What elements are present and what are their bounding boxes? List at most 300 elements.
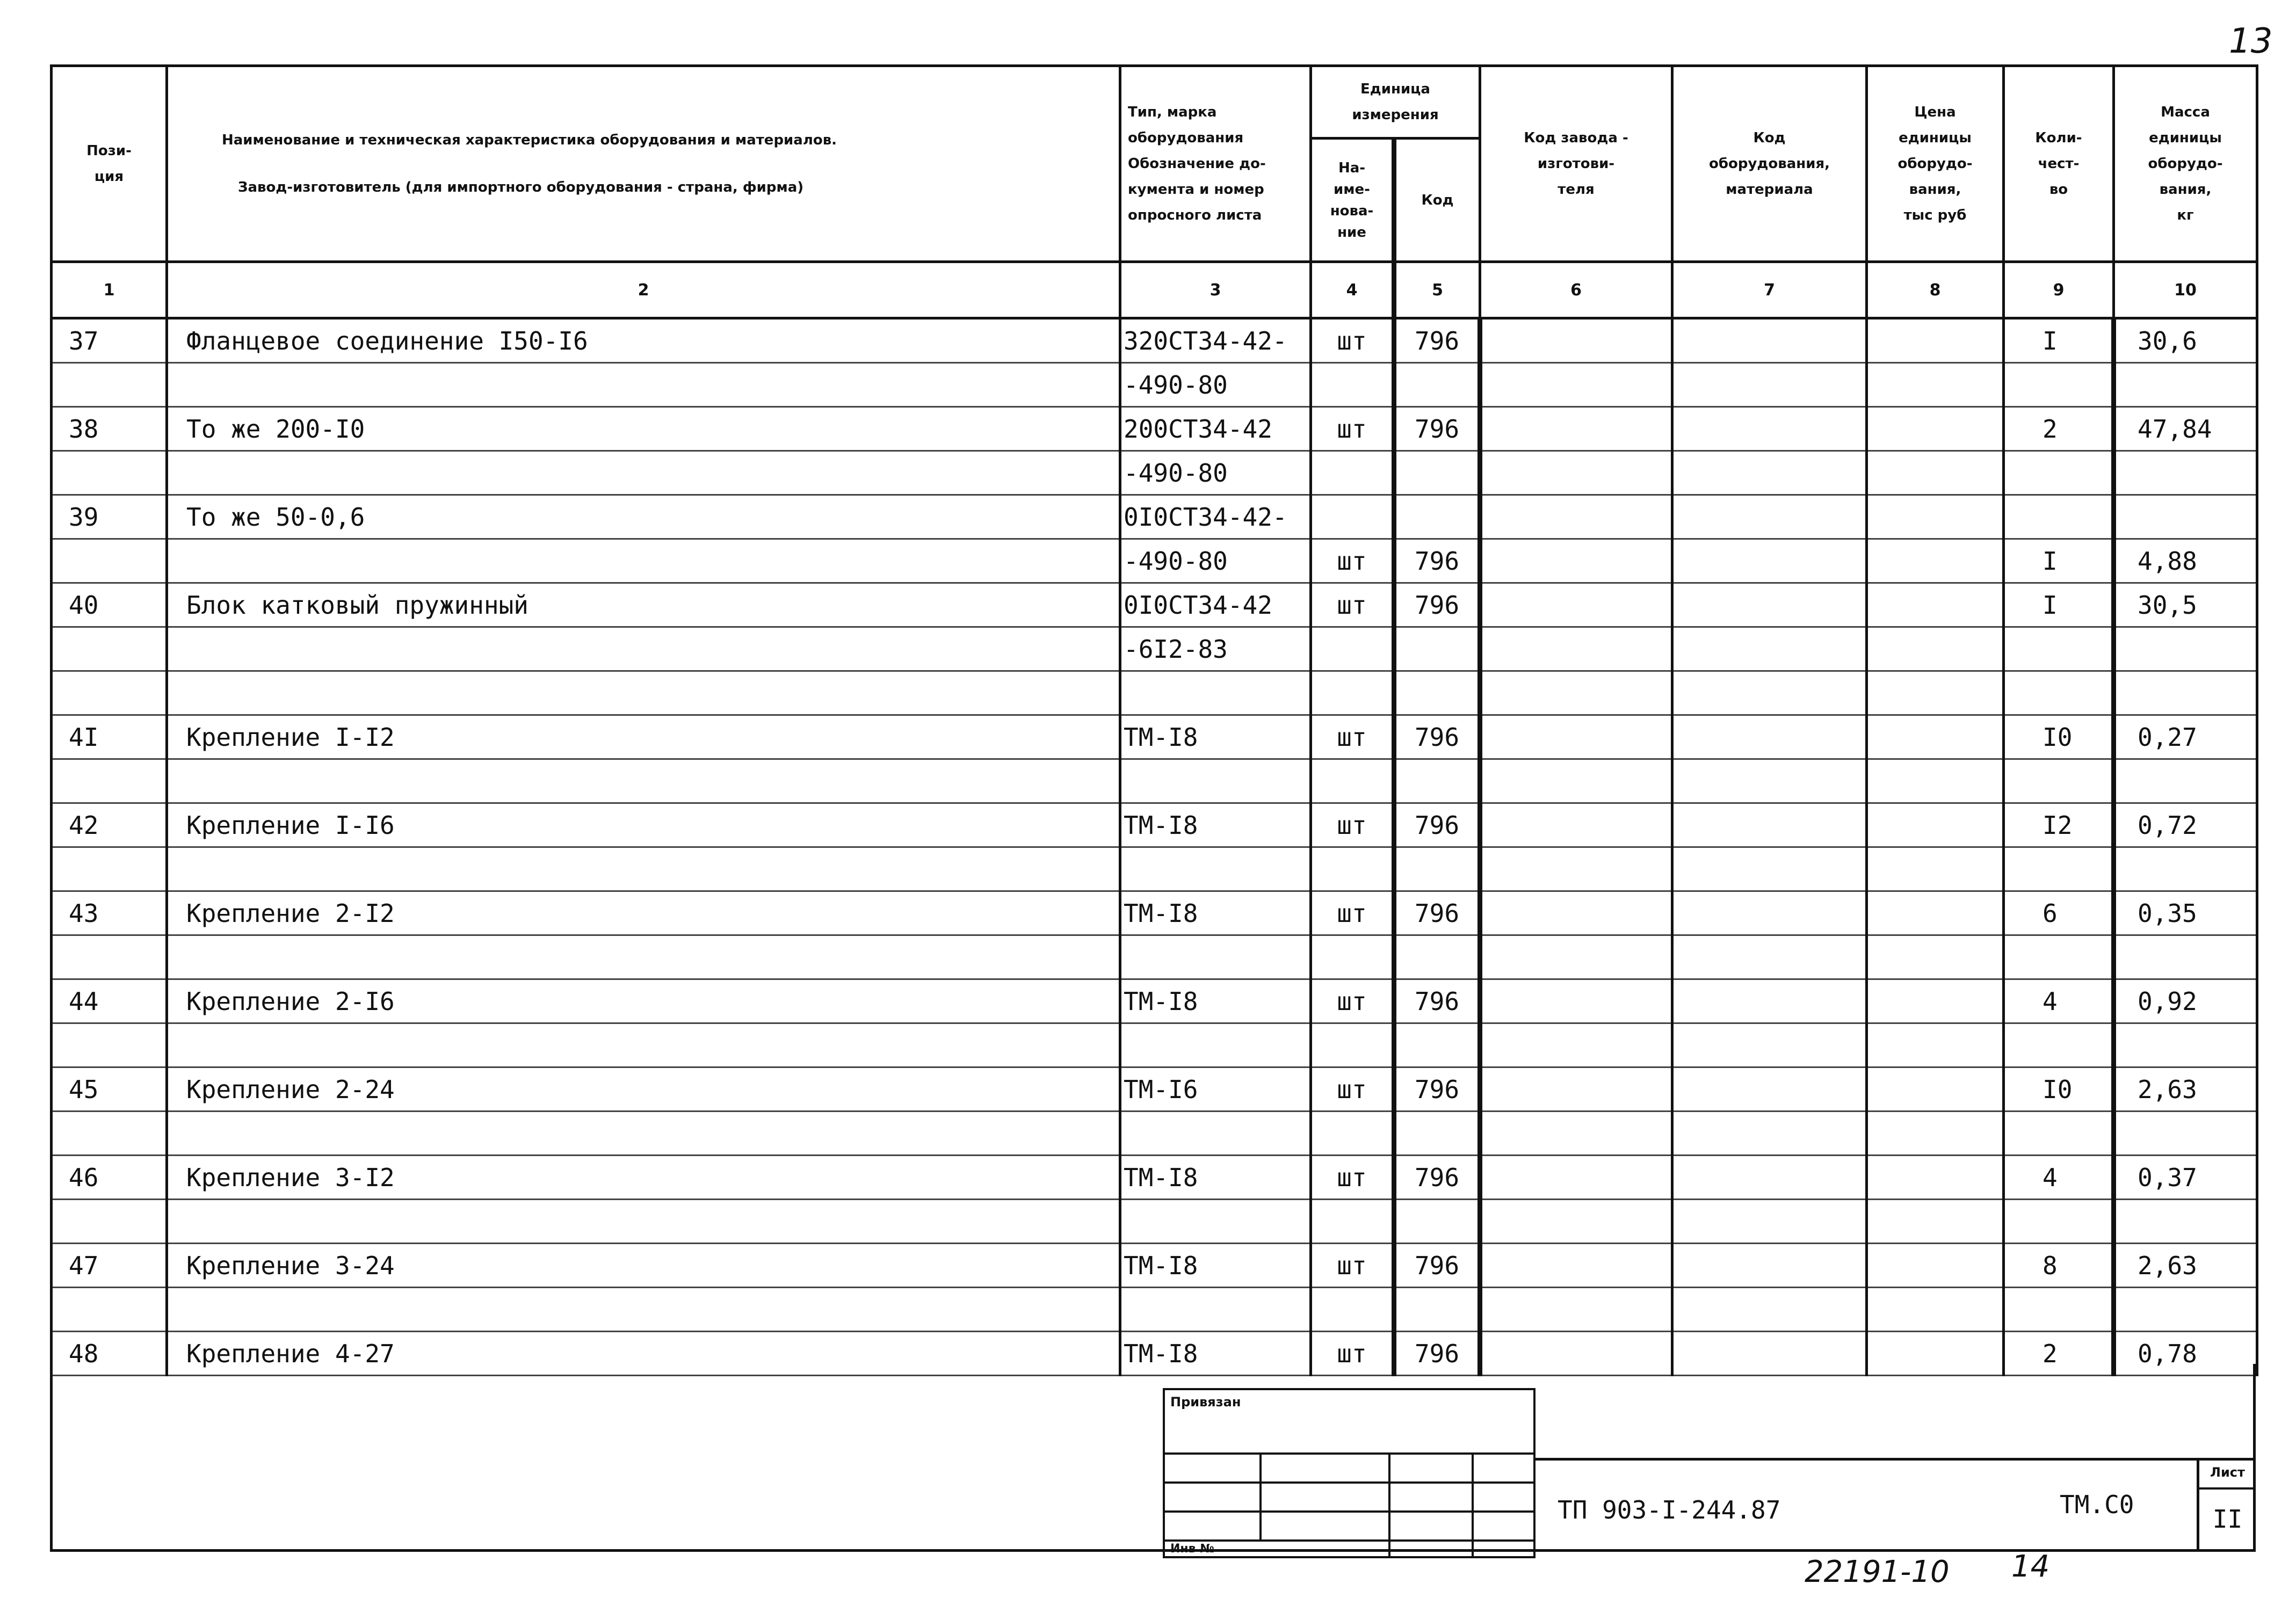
price-cell	[1867, 1156, 2004, 1200]
name-cell: Крепление 3-24	[167, 1244, 1120, 1288]
table-row	[52, 1112, 2257, 1156]
document-cell	[1120, 1200, 1311, 1244]
name-cell	[167, 1288, 1120, 1332]
mass-cell	[2114, 1200, 2257, 1244]
factory-code-cell	[1480, 1244, 1672, 1288]
factory-code-cell	[1480, 1023, 1672, 1067]
equipment-code-cell	[1672, 451, 1867, 495]
document-cell: 320СТ34-42-	[1120, 318, 1311, 363]
unit-cell: шт	[1311, 891, 1394, 935]
factory-code-cell	[1480, 803, 1672, 847]
equipment-code-cell	[1672, 495, 1867, 539]
equipment-code-cell	[1672, 1156, 1867, 1200]
name-cell: Фланцевое соединение I50-I6	[167, 318, 1120, 363]
column-number: 9	[2004, 262, 2114, 318]
document-cell	[1120, 1112, 1311, 1156]
equipment-code-cell	[1672, 318, 1867, 363]
price-cell	[1867, 891, 2004, 935]
name-cell	[167, 451, 1120, 495]
name-cell: Крепление I-I2	[167, 715, 1120, 759]
unit-cell: шт	[1311, 1067, 1394, 1112]
equipment-code-cell	[1672, 1288, 1867, 1332]
mass-cell: 0,37	[2114, 1156, 2257, 1200]
unit-code-cell: 796	[1394, 979, 1480, 1023]
name-cell	[167, 847, 1120, 891]
unit-cell: шт	[1311, 583, 1394, 627]
quantity-cell	[2004, 759, 2114, 803]
name-cell	[167, 363, 1120, 407]
factory-code-cell	[1480, 891, 1672, 935]
position-cell	[52, 1200, 167, 1244]
table-row	[52, 1023, 2257, 1067]
unit-code-cell: 796	[1394, 1244, 1480, 1288]
price-cell	[1867, 979, 2004, 1023]
quantity-cell: 6	[2004, 891, 2114, 935]
unit-cell	[1311, 1112, 1394, 1156]
table-row	[52, 1067, 2257, 1112]
name-cell: Крепление 2-24	[167, 1067, 1120, 1112]
position-cell: 4I	[52, 715, 167, 759]
data-rows	[52, 318, 2257, 1376]
factory-code-cell	[1480, 935, 1672, 979]
table-row	[52, 935, 2257, 979]
factory-code-cell	[1480, 627, 1672, 671]
unit-cell	[1311, 847, 1394, 891]
equipment-code-cell	[1672, 1112, 1867, 1156]
quantity-cell: I2	[2004, 803, 2114, 847]
quantity-cell: I	[2004, 583, 2114, 627]
unit-cell	[1311, 451, 1394, 495]
position-cell	[52, 1288, 167, 1332]
mass-cell	[2114, 495, 2257, 539]
equipment-code-cell	[1672, 363, 1867, 407]
column-number: 3	[1120, 262, 1311, 318]
stamp-cell	[1261, 1512, 1389, 1541]
column-number: 6	[1480, 262, 1672, 318]
document-cell: ТМ-I8	[1120, 1156, 1311, 1200]
unit-code-cell	[1394, 671, 1480, 715]
unit-code-cell	[1394, 627, 1480, 671]
unit-cell	[1311, 671, 1394, 715]
document-cell: ТМ-I8	[1120, 715, 1311, 759]
factory-code-cell	[1480, 451, 1672, 495]
table-row	[52, 627, 2257, 671]
price-cell	[1867, 847, 2004, 891]
unit-code-cell: 796	[1394, 407, 1480, 451]
archive-number: 22191-10	[1805, 1555, 1950, 1589]
factory-code-cell	[1480, 847, 1672, 891]
position-cell: 38	[52, 407, 167, 451]
position-cell: 44	[52, 979, 167, 1023]
mass-cell	[2114, 671, 2257, 715]
equipment-code-cell	[1672, 407, 1867, 451]
price-cell	[1867, 495, 2004, 539]
document-code: ТМ.С0	[2060, 1490, 2134, 1519]
mass-cell: 0,27	[2114, 715, 2257, 759]
equipment-code-cell	[1672, 1067, 1867, 1112]
mass-cell: 0,72	[2114, 803, 2257, 847]
unit-code-cell	[1394, 1200, 1480, 1244]
name-cell	[167, 1200, 1120, 1244]
unit-code-cell: 796	[1394, 1332, 1480, 1376]
equipment-code-cell	[1672, 979, 1867, 1023]
stamp-cell	[1389, 1483, 1473, 1512]
price-cell	[1867, 803, 2004, 847]
factory-code-cell	[1480, 363, 1672, 407]
factory-code-cell	[1480, 407, 1672, 451]
column-number: 4	[1311, 262, 1394, 318]
position-cell: 45	[52, 1067, 167, 1112]
name-cell	[167, 671, 1120, 715]
stamp-divider	[1533, 1458, 2256, 1461]
column-numbers-row	[52, 262, 2257, 318]
header-position: Пози- ция	[52, 66, 167, 262]
factory-code-cell	[1480, 1288, 1672, 1332]
factory-code-cell	[1480, 1156, 1672, 1200]
equipment-code-cell	[1672, 583, 1867, 627]
quantity-cell	[2004, 1200, 2114, 1244]
mass-cell: 30,6	[2114, 318, 2257, 363]
stamp-cell	[1164, 1454, 1261, 1483]
mass-cell: 30,5	[2114, 583, 2257, 627]
name-cell: То же 50-0,6	[167, 495, 1120, 539]
specification-table	[50, 64, 2258, 1376]
quantity-cell	[2004, 495, 2114, 539]
table-row	[52, 715, 2257, 759]
position-cell: 40	[52, 583, 167, 627]
price-cell	[1867, 318, 2004, 363]
position-cell: 43	[52, 891, 167, 935]
mass-cell	[2114, 363, 2257, 407]
unit-code-cell	[1394, 1023, 1480, 1067]
unit-code-cell	[1394, 451, 1480, 495]
quantity-cell: 4	[2004, 1156, 2114, 1200]
list-number: II	[2212, 1505, 2243, 1534]
price-cell	[1867, 363, 2004, 407]
table-row	[52, 318, 2257, 363]
quantity-cell: 8	[2004, 1244, 2114, 1288]
name-cell	[167, 539, 1120, 583]
binding-stamp	[1163, 1388, 1536, 1558]
position-cell	[52, 539, 167, 583]
quantity-cell: I	[2004, 318, 2114, 363]
price-cell	[1867, 935, 2004, 979]
factory-code-cell	[1480, 979, 1672, 1023]
unit-cell	[1311, 759, 1394, 803]
unit-code-cell: 796	[1394, 318, 1480, 363]
header-equipment-code: Код оборудования, материала	[1672, 66, 1867, 262]
position-cell	[52, 671, 167, 715]
unit-cell	[1311, 627, 1394, 671]
stamp-inv-no: Инв №	[1164, 1541, 1389, 1557]
quantity-cell	[2004, 1023, 2114, 1067]
stamp-cell	[1389, 1512, 1473, 1541]
stamp-cell	[1261, 1483, 1389, 1512]
quantity-cell	[2004, 671, 2114, 715]
unit-code-cell	[1394, 1288, 1480, 1332]
column-number: 5	[1394, 262, 1480, 318]
equipment-code-cell	[1672, 891, 1867, 935]
document-cell: 0I0СТ34-42	[1120, 583, 1311, 627]
position-cell	[52, 627, 167, 671]
quantity-cell: I0	[2004, 1067, 2114, 1112]
price-cell	[1867, 1200, 2004, 1244]
table-row	[52, 979, 2257, 1023]
table-row	[52, 891, 2257, 935]
equipment-code-cell	[1672, 1244, 1867, 1288]
position-cell: 46	[52, 1156, 167, 1200]
price-cell	[1867, 715, 2004, 759]
mass-cell: 2,63	[2114, 1244, 2257, 1288]
name-cell: Крепление I-I6	[167, 803, 1120, 847]
quantity-cell: 2	[2004, 1332, 2114, 1376]
position-cell	[52, 363, 167, 407]
quantity-cell: I	[2004, 539, 2114, 583]
column-number: 7	[1672, 262, 1867, 318]
table-row	[52, 1200, 2257, 1244]
header-name: Наименование и техническая характеристика оборудования и материалов. Завод-изготовитель (для импортного оборудования - страна, фирма)	[167, 66, 1120, 262]
unit-cell: шт	[1311, 318, 1394, 363]
header-price: Цена единицы оборудо- вания, тыс руб	[1867, 66, 2004, 262]
document-cell: ТМ-I6	[1120, 1067, 1311, 1112]
name-cell	[167, 935, 1120, 979]
quantity-cell: 2	[2004, 407, 2114, 451]
equipment-code-cell	[1672, 759, 1867, 803]
factory-code-cell	[1480, 1112, 1672, 1156]
header-type-doc: Тип, марка оборудования Обозначение до- кумента и номер опросного листа	[1120, 66, 1311, 262]
name-cell	[167, 1023, 1120, 1067]
quantity-cell	[2004, 1288, 2114, 1332]
unit-cell: шт	[1311, 715, 1394, 759]
price-cell	[1867, 759, 2004, 803]
position-cell: 39	[52, 495, 167, 539]
quantity-cell	[2004, 935, 2114, 979]
unit-code-cell: 796	[1394, 583, 1480, 627]
mass-cell	[2114, 847, 2257, 891]
unit-cell	[1311, 1200, 1394, 1244]
position-cell	[52, 451, 167, 495]
table-row	[52, 847, 2257, 891]
document-cell	[1120, 1023, 1311, 1067]
price-cell	[1867, 583, 2004, 627]
position-cell: 48	[52, 1332, 167, 1376]
header-factory-code: Код завода - изготови- теля	[1480, 66, 1672, 262]
mass-cell	[2114, 451, 2257, 495]
price-cell	[1867, 451, 2004, 495]
document-cell: -490-80	[1120, 363, 1311, 407]
position-cell: 37	[52, 318, 167, 363]
unit-code-cell: 796	[1394, 803, 1480, 847]
price-cell	[1867, 539, 2004, 583]
table-row	[52, 363, 2257, 407]
table-row	[52, 539, 2257, 583]
stamp-cell	[1164, 1483, 1261, 1512]
price-cell	[1867, 407, 2004, 451]
stamp-cell	[1473, 1483, 1534, 1512]
equipment-code-cell	[1672, 715, 1867, 759]
stamp-cell	[1473, 1454, 1534, 1483]
unit-code-cell	[1394, 759, 1480, 803]
factory-code-cell	[1480, 671, 1672, 715]
price-cell	[1867, 627, 2004, 671]
unit-cell: шт	[1311, 1332, 1394, 1376]
unit-cell	[1311, 1023, 1394, 1067]
position-cell	[52, 935, 167, 979]
column-number: 1	[52, 262, 167, 318]
unit-cell: шт	[1311, 1244, 1394, 1288]
factory-code-cell	[1480, 759, 1672, 803]
quantity-cell: 4	[2004, 979, 2114, 1023]
table-row	[52, 583, 2257, 627]
mass-cell: 47,84	[2114, 407, 2257, 451]
document-cell: ТМ-I8	[1120, 979, 1311, 1023]
factory-code-cell	[1480, 495, 1672, 539]
equipment-code-cell	[1672, 847, 1867, 891]
unit-cell: шт	[1311, 539, 1394, 583]
document-cell: 200СТ34-42	[1120, 407, 1311, 451]
table-row	[52, 671, 2257, 715]
table-row	[52, 407, 2257, 451]
document-cell: ТМ-I8	[1120, 803, 1311, 847]
factory-code-cell	[1480, 715, 1672, 759]
document-cell: -6I2-83	[1120, 627, 1311, 671]
name-cell: Крепление 3-I2	[167, 1156, 1120, 1200]
stamp-privyazan: Привязан	[1164, 1389, 1534, 1454]
name-cell: Блок катковый пружинный	[167, 583, 1120, 627]
mass-cell	[2114, 935, 2257, 979]
document-cell	[1120, 759, 1311, 803]
position-cell	[52, 759, 167, 803]
list-box	[2197, 1458, 2256, 1552]
document-cell: -490-80	[1120, 539, 1311, 583]
quantity-cell	[2004, 627, 2114, 671]
project-code: ТП 903-I-244.87	[1558, 1495, 1781, 1524]
equipment-code-cell	[1672, 1200, 1867, 1244]
equipment-code-cell	[1672, 627, 1867, 671]
unit-code-cell: 796	[1394, 891, 1480, 935]
document-cell	[1120, 847, 1311, 891]
document-cell: ТМ-I8	[1120, 1332, 1311, 1376]
header-unit-code: Код	[1394, 139, 1480, 262]
name-cell: То же 200-I0	[167, 407, 1120, 451]
quantity-cell: I0	[2004, 715, 2114, 759]
header-unit-group: Единица измерения	[1311, 66, 1480, 139]
document-cell: -490-80	[1120, 451, 1311, 495]
column-number: 8	[1867, 262, 2004, 318]
unit-code-cell	[1394, 1112, 1480, 1156]
quantity-cell	[2004, 847, 2114, 891]
price-cell	[1867, 1067, 2004, 1112]
quantity-cell	[2004, 451, 2114, 495]
factory-code-cell	[1480, 539, 1672, 583]
price-cell	[1867, 1112, 2004, 1156]
equipment-code-cell	[1672, 539, 1867, 583]
factory-code-cell	[1480, 1200, 1672, 1244]
table-row	[52, 495, 2257, 539]
name-cell: Крепление 4-27	[167, 1332, 1120, 1376]
unit-cell: шт	[1311, 979, 1394, 1023]
name-cell: Крепление 2-I6	[167, 979, 1120, 1023]
price-cell	[1867, 1244, 2004, 1288]
header-row-1	[52, 66, 2257, 139]
position-cell	[52, 847, 167, 891]
header-unit-name: На- име- нова- ние	[1311, 139, 1394, 262]
unit-code-cell: 796	[1394, 1156, 1480, 1200]
unit-cell	[1311, 363, 1394, 407]
mass-cell: 0,35	[2114, 891, 2257, 935]
stamp-cell	[1473, 1512, 1534, 1541]
factory-code-cell	[1480, 583, 1672, 627]
document-cell	[1120, 671, 1311, 715]
unit-code-cell	[1394, 363, 1480, 407]
equipment-code-cell	[1672, 935, 1867, 979]
document-cell: ТМ-I8	[1120, 891, 1311, 935]
table-row	[52, 1244, 2257, 1288]
document-cell	[1120, 1288, 1311, 1332]
factory-code-cell	[1480, 318, 1672, 363]
position-cell: 42	[52, 803, 167, 847]
quantity-cell	[2004, 1112, 2114, 1156]
equipment-code-cell	[1672, 803, 1867, 847]
unit-cell	[1311, 935, 1394, 979]
mass-cell	[2114, 1112, 2257, 1156]
table-row	[52, 759, 2257, 803]
unit-cell: шт	[1311, 1156, 1394, 1200]
quantity-cell	[2004, 363, 2114, 407]
header-quantity: Коли- чест- во	[2004, 66, 2114, 262]
mass-cell: 0,92	[2114, 979, 2257, 1023]
equipment-code-cell	[1672, 671, 1867, 715]
stamp-cell	[1389, 1541, 1473, 1557]
unit-code-cell	[1394, 935, 1480, 979]
unit-cell	[1311, 495, 1394, 539]
stamp-cell	[1261, 1454, 1389, 1483]
unit-code-cell: 796	[1394, 539, 1480, 583]
factory-code-cell	[1480, 1067, 1672, 1112]
unit-cell: шт	[1311, 407, 1394, 451]
list-label: Лист	[2199, 1458, 2256, 1490]
unit-cell	[1311, 1288, 1394, 1332]
document-cell: 0I0СТ34-42-	[1120, 495, 1311, 539]
position-cell	[52, 1112, 167, 1156]
name-cell: Крепление 2-I2	[167, 891, 1120, 935]
document-cell: ТМ-I8	[1120, 1244, 1311, 1288]
document-cell	[1120, 935, 1311, 979]
price-cell	[1867, 1023, 2004, 1067]
unit-code-cell: 796	[1394, 715, 1480, 759]
unit-code-cell: 796	[1394, 1067, 1480, 1112]
mass-cell	[2114, 627, 2257, 671]
equipment-code-cell	[1672, 1023, 1867, 1067]
position-cell	[52, 1023, 167, 1067]
column-number: 2	[167, 262, 1120, 318]
price-cell	[1867, 1288, 2004, 1332]
table-row	[52, 1156, 2257, 1200]
stamp-cell	[1164, 1512, 1261, 1541]
stamp-cell	[1473, 1541, 1534, 1557]
mass-cell: 0,78	[2114, 1332, 2257, 1376]
name-cell	[167, 627, 1120, 671]
sheet-number-top: 13	[2229, 21, 2273, 61]
position-cell: 47	[52, 1244, 167, 1288]
column-number: 10	[2114, 262, 2257, 318]
table-row	[52, 1288, 2257, 1332]
unit-code-cell	[1394, 495, 1480, 539]
unit-code-cell	[1394, 847, 1480, 891]
name-cell	[167, 1112, 1120, 1156]
header-mass: Масса единицы оборудо- вания, кг	[2114, 66, 2257, 262]
price-cell	[1867, 671, 2004, 715]
